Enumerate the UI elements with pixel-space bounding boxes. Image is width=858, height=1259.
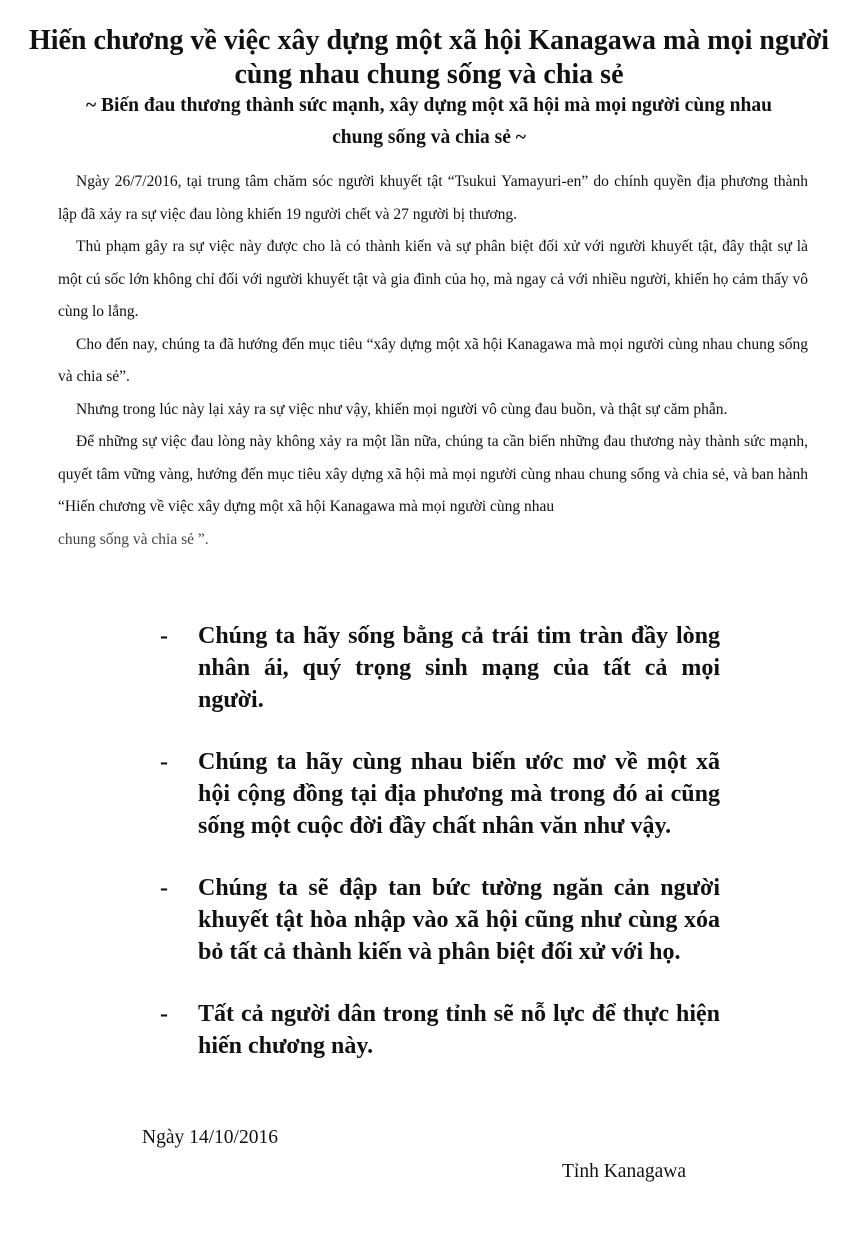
title-line: cùng nhau chung sống và chia sẻ: [234, 59, 624, 90]
pledge-dash: -: [160, 749, 168, 775]
pledge-item: [160, 746, 720, 842]
pledge-text: Chúng ta sẽ đập tan bức tường ngăn cản người khuyết tật hòa nhập vào xã hội cũng như cùng xóa bỏ tất cả thành kiến và phân biệt đối xử với họ.: [198, 875, 720, 965]
intro-paragraph: Ngày 26/7/2016, tại trung tâm chăm sóc người khuyết tật “Tsukui Yamayuri-en” do chính quyền địa phương thành lập đã xảy ra sự việc đau lòng khiến 19 người chết và 27 người bị thương.: [58, 173, 808, 223]
intro-paragraph: Cho đến nay, chúng ta đã hướng đến mục tiêu “xây dựng một xã hội Kanagawa mà mọi người cùng nhau chung sống và chia sẻ”.: [58, 335, 808, 385]
document-title: [20, 24, 838, 92]
pledge-item: [160, 872, 720, 968]
document-subtitle: [20, 90, 838, 154]
title-line: Hiến chương về việc xây dựng một xã hội Kanagawa mà mọi người: [28, 25, 830, 56]
pledge-item: [160, 998, 720, 1062]
subtitle-line: ~ Biến đau thương thành sức mạnh, xây dựng một xã hội mà mọi người cùng nhau: [86, 95, 772, 116]
pledge-item: [160, 620, 720, 716]
pledge-dash: -: [160, 875, 168, 901]
intro-section: [58, 166, 808, 556]
pledge-dash: -: [160, 623, 168, 649]
pledge-text: Chúng ta hãy cùng nhau biến ước mơ về một xã hội cộng đồng tại địa phương mà trong đó ai cũng sống một cuộc đời đầy chất nhân văn như vậy.: [198, 749, 720, 839]
intro-paragraph: Thủ phạm gây ra sự việc này được cho là có thành kiến và sự phân biệt đối xử với người khuyết tật, đây thật sự là một cú sốc lớn không chỉ đối với người khuyết tật và gia đình của họ, mà ngay cả với nhiều người, khiến họ cảm thấy vô cùng lo lắng.: [58, 238, 808, 320]
intro-paragraph-tail: chung sống và chia sẻ ”.: [58, 530, 209, 548]
document-date: Ngày 14/10/2016: [142, 1127, 278, 1148]
pledge-text: Chúng ta hãy sống bằng cả trái tim tràn đầy lòng nhân ái, quý trọng sinh mạng của tất cả mọi người.: [198, 623, 720, 713]
document-signature: Tỉnh Kanagawa: [562, 1161, 686, 1182]
pledge-text: Tất cả người dân trong tỉnh sẽ nỗ lực để thực hiện hiến chương này.: [198, 1001, 720, 1059]
subtitle-line: chung sống và chia sẻ ~: [332, 127, 526, 148]
pledge-dash: -: [160, 1001, 168, 1027]
pledge-list: [160, 620, 720, 1092]
intro-paragraph: Để những sự việc đau lòng này không xảy ra một lần nữa, chúng ta cần biến những đau thương này thành sức mạnh, quyết tâm vững vàng, hướng đến mục tiêu xây dựng xã hội mà mọi người cùng nhau chung sống và chia sẻ, và ban hành “Hiến chương về việc xây dựng một xã hội Kanagawa mà mọi người cùng nhau: [58, 433, 808, 515]
intro-paragraph: Nhưng trong lúc này lại xảy ra sự việc như vậy, khiến mọi người vô cùng đau buồn, và thật sự căm phẫn.: [76, 400, 728, 418]
